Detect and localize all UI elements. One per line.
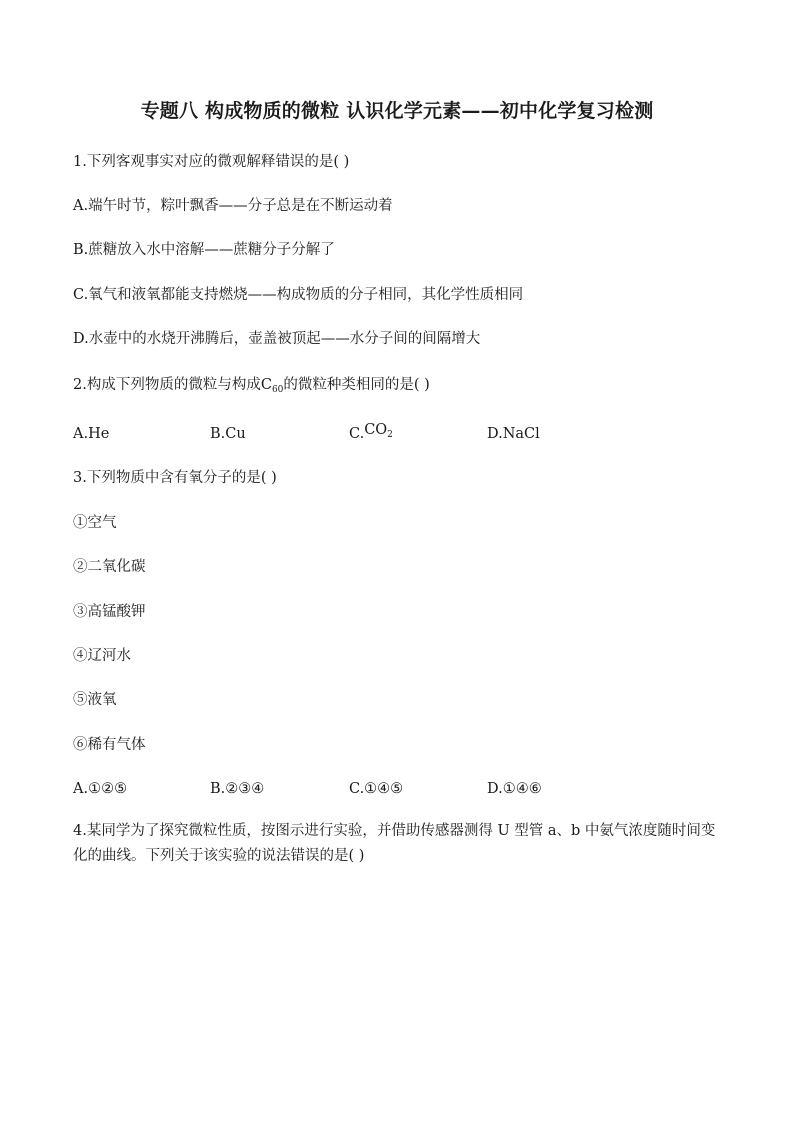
question-2-stem-after: 的微粒种类相同的是( ) — [283, 377, 430, 393]
question-1-option-b: B.蔗糖放入水中溶解——蔗糖分子分解了 — [73, 242, 335, 258]
question-2-option-d: D.NaCl — [487, 426, 540, 442]
question-1-option-a: A.端午时节，粽叶飘香——分子总是在不断运动着 — [73, 198, 393, 214]
question-2-stem — [73, 375, 430, 395]
question-1-option-c: C.氧气和液氧都能支持燃烧——构成物质的分子相同，其化学性质相同 — [73, 287, 524, 303]
question-4-stem: 4.某同学为了探究微粒性质，按图示进行实验，并借助传感器测得 U 型管 a、b 中氨气浓度随时间变化的曲线。下列关于该实验的说法错误的是( ) — [73, 823, 716, 864]
c60-formula-subscript: 60 — [271, 385, 284, 395]
question-2-stem-before: 2.构成下列物质的微粒与构成 — [73, 377, 261, 393]
question-3-option-d: D.①④⑥ — [487, 781, 542, 797]
question-3-option-c: C.①④⑤ — [349, 781, 404, 797]
question-1-stem: 1.下列客观事实对应的微观解释错误的是( ) — [73, 154, 350, 170]
co2-formula-subscript: 2 — [387, 430, 393, 440]
page-title: 专题八 构成物质的微粒 认识化学元素——初中化学复习检测 — [140, 100, 654, 122]
co2-formula-symbol: CO — [364, 422, 388, 438]
question-3-item-4: ④辽河水 — [73, 648, 131, 664]
question-3-stem: 3.下列物质中含有氧分子的是( ) — [73, 470, 277, 486]
question-3-item-2: ②二氧化碳 — [73, 559, 146, 575]
question-2-option-c-prefix: C. — [349, 426, 365, 442]
question-3-option-b: B.②③④ — [210, 781, 265, 797]
question-3-option-a: A.①②⑤ — [73, 781, 128, 797]
question-3-item-5: ⑤液氧 — [73, 692, 117, 708]
c60-formula — [261, 377, 284, 393]
question-1-option-d: D.水壶中的水烧开沸腾后，壶盖被顶起——水分子间的间隔增大 — [73, 331, 481, 347]
question-3-item-3: ③高锰酸钾 — [73, 604, 146, 620]
question-2-option-a: A.He — [73, 426, 110, 442]
question-2-option-b: B.Cu — [210, 426, 246, 442]
question-3-item-1: ①空气 — [73, 515, 117, 531]
c60-formula-symbol: C — [260, 377, 272, 393]
question-2-option-c — [349, 424, 393, 444]
co2-formula — [364, 422, 393, 438]
question-3-item-6: ⑥稀有气体 — [73, 737, 146, 753]
